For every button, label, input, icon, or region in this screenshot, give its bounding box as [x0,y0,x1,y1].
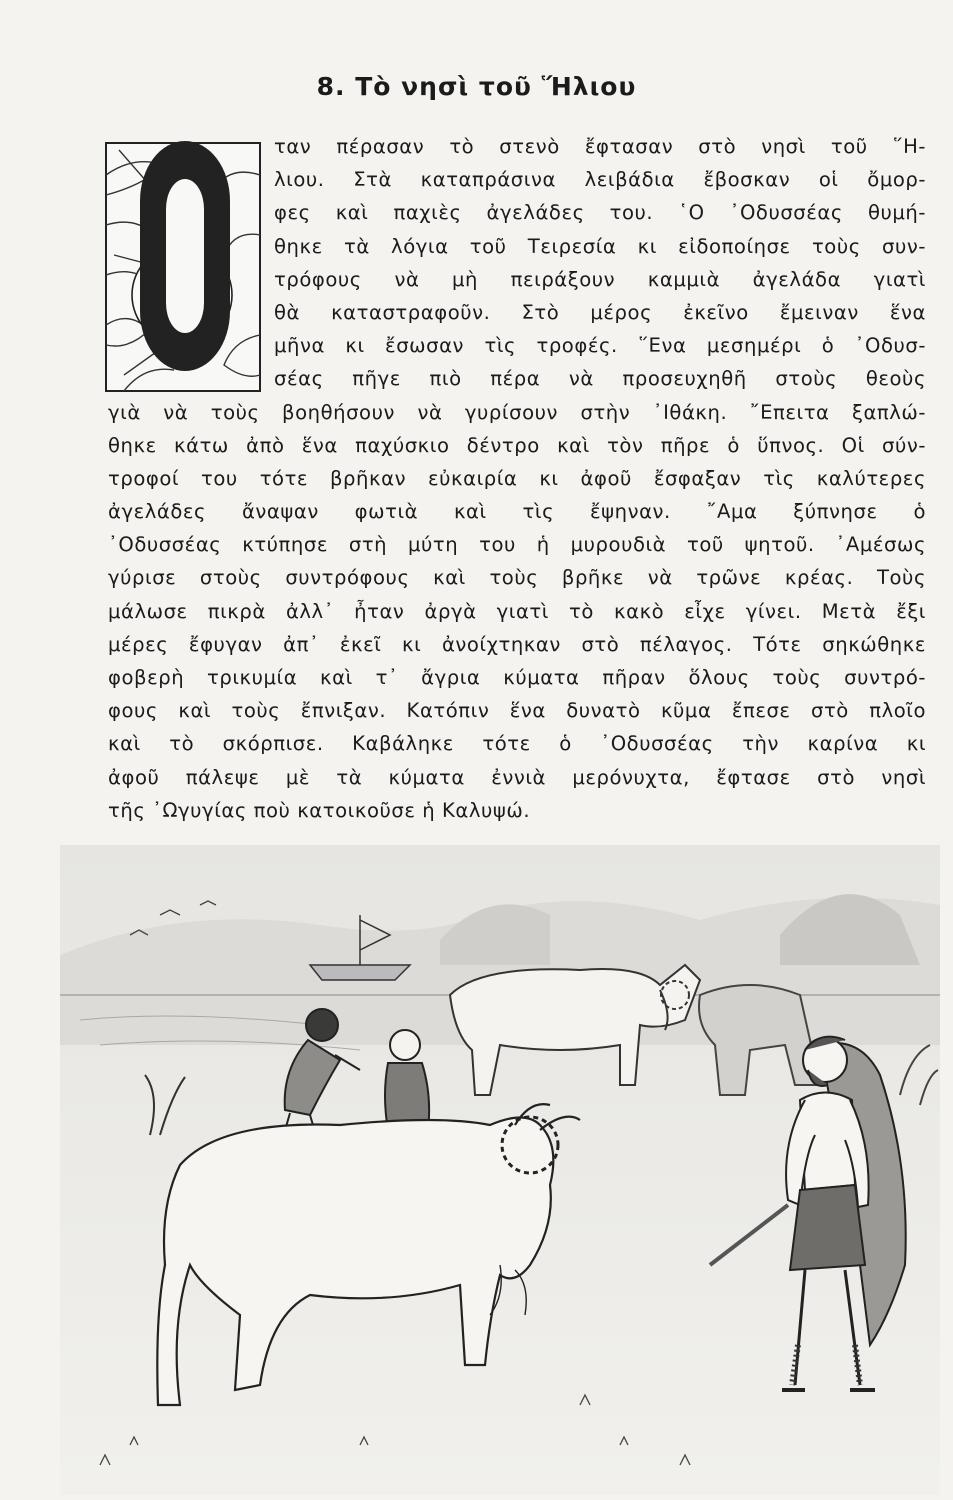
text-line: φοβερὴ τρικυμία καὶ τ᾿ ἄγρια κύματα πῆραν ὅλους τοὺς συντρό- [108,666,926,689]
text-line: γύρισε στοὺς συντρόφους καὶ τοὺς βρῆκε νὰ τρῶνε κρέας. Τοὺς [108,566,926,590]
text-line: γιὰ νὰ τοὺς βοηθήσουν νὰ γυρίσουν στὴν ᾿Ιθάκη. ῎Επειτα ξαπλώ- [108,400,926,424]
text-line: λιου. Στὰ καταπράσινα λειβάδια ἔβοσκαν οἱ ὄμορ- [274,168,926,192]
text-line: τρόφους νὰ μὴ πειράξουν καμμιὰ ἀγελάδα γιατὶ [274,267,926,291]
text-line: σέας πῆγε πιὸ πέρα νὰ προσευχηθῆ στοὺς θεοὺς [274,367,926,391]
text-line: φους καὶ τοὺς ἔπνιξαν. Κατόπιν ἕνα δυνατὸ κῦμα ἔπεσε στὸ πλοῖο [108,699,926,723]
text-line: ἀγελάδες ἄναψαν φωτιὰ καὶ τὶς ἔψηναν. ῎Αμα ξύπνησε ὁ [108,500,926,524]
text-line: ταν πέρασαν τὸ στενὸ ἔφτασαν στὸ νησὶ τοῦ ῞Η- [274,135,926,158]
text-line: φες καὶ παχιὲς ἀγελάδες του. ῾Ο ᾿Οδυσσέας θυμή- [274,201,926,225]
text-line: μῆνα κι ἔσωσαν τὶς τροφές. ῞Ενα μεσημέρι ὁ ᾿Οδυσ- [274,334,926,358]
text-line: ᾿Οδυσσέας κτύπησε στὴ μύτη του ἡ μυρουδιὰ τοῦ ψητοῦ. ᾿Αμέσως [108,533,926,557]
chapter-title: 8. Τὸ νησὶ τοῦ Ἥλιου [316,72,637,101]
text-line: τῆς ᾿Ωγυγίας ποὺ κατοικοῦσε ἡ Καλυψώ. [108,798,531,822]
text-line: θὰ καταστραφοῦν. Στὸ μέρος ἐκεῖνο ἔμειναν ἕνα [274,300,926,324]
illustration-odysseus-cattle [60,845,940,1495]
text-line: θηκε κάτω ἀπὸ ἕνα παχύσκιο δέντρο καὶ τὸν πῆρε ὁ ὕπνος. Οἱ σύν- [108,433,926,457]
text-line: μέρες ἔφυγαν ἀπ᾿ ἐκεῖ κι ἀνοίχτηκαν στὸ πέλαγος. Τότε σηκώθηκε [108,632,926,656]
text-line: τροφοί του τότε βρῆκαν εὐκαιρία κι ἀφοῦ ἔσφαξαν τὶς καλύτερες [108,466,926,490]
text-line: θηκε τὰ λόγια τοῦ Τειρεσία κι εἰδοποίησε τοὺς συν- [274,234,926,258]
text-line: μάλωσε πικρὰ ἀλλ᾿ ἦταν ἀργὰ γιατὶ τὸ κακὸ εἶχε γίνει. Μετὰ ἔξι [108,599,926,623]
text-line: ἀφοῦ πάλεψε μὲ τὰ κύματα ἐννιὰ μερόνυχτα, ἔφτασε στὸ νησὶ [108,765,926,789]
story-text [108,130,926,827]
text-line: καὶ τὸ σκόρπισε. Καβάληκε τότε ὁ ᾿Οδυσσέας τὴν καρίνα κι [108,732,926,756]
